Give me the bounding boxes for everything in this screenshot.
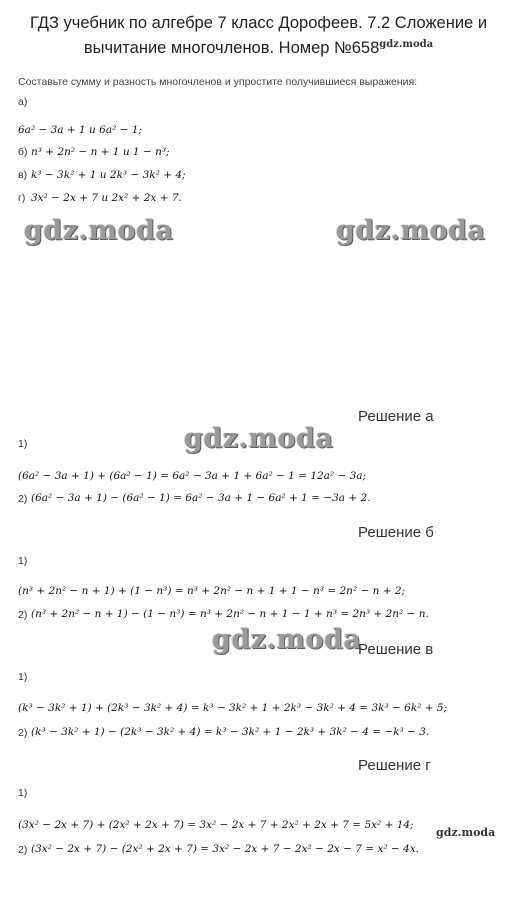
solution-v-step-1-label: 1): [18, 671, 28, 683]
solution-g-step-1-label: 1): [18, 787, 28, 799]
title-watermark-badge: gdz.moda: [379, 39, 434, 50]
page-title-line-2: [0, 34, 517, 59]
solution-g-line-2: (3x² − 2x + 7) − (2x² + 2x + 7) = 3x² − 2x + 7 − 2x² − 2x − 7 = x² − 4x.: [31, 843, 419, 855]
solution-b-heading: Решение б: [358, 524, 434, 541]
solution-b-step-1-label: 1): [18, 555, 28, 567]
task-item-a-expr: 6a² − 3a + 1 и 6a² − 1;: [18, 124, 142, 136]
task-prompt: Составьте сумму и разность многочленов и упростите получившиеся выражения:: [18, 76, 418, 88]
task-item-g-label: г): [18, 192, 26, 204]
solution-b-line-2: (n³ + 2n² − n + 1) − (1 − n³) = n³ + 2n² − n + 1 − 1 + n³ = 2n³ + 2n² − n.: [31, 608, 429, 620]
solution-v-heading: Решение в: [358, 641, 434, 658]
solution-b-line-2-label: 2): [18, 609, 28, 621]
task-item-v-label: в): [18, 169, 28, 181]
watermark-right: gdz.moda: [336, 215, 486, 246]
task-item-g-expr: 3x² − 2x + 7 и 2x² + 2x + 7.: [31, 192, 182, 204]
solution-a-line-2-label: 2): [18, 493, 28, 505]
solution-v-line-2-label: 2): [18, 727, 28, 739]
solution-b-line-1: (n³ + 2n² − n + 1) + (1 − n³) = n³ + 2n² − n + 1 + 1 − n³ = 2n² − n + 2;: [18, 585, 406, 597]
solution-g-line-2-label: 2): [18, 844, 28, 856]
solution-a-line-1: (6a² − 3a + 1) + (6a² − 1) = 6a² − 3a + 1 + 6a² − 1 = 12a² − 3a;: [18, 470, 367, 482]
solution-a-line-2: (6a² − 3a + 1) − (6a² − 1) = 6a² − 3a + 1 − 6a² + 1 = −3a + 2.: [31, 492, 371, 504]
watermark-left: gdz.moda: [24, 215, 174, 246]
solution-v-line-2: (k³ − 3k² + 1) − (2k³ − 3k² + 4) = k³ − 3k² + 1 − 2k³ + 3k² − 4 = −k³ − 3.: [31, 726, 430, 738]
watermark-solution-g: gdz.moda: [436, 826, 496, 839]
task-item-a-label: а): [18, 96, 28, 108]
watermark-solution-a: gdz.moda: [184, 423, 334, 454]
solution-g-line-1: (3x² − 2x + 7) + (2x² + 2x + 7) = 3x² − 2x + 7 + 2x² + 2x + 7 = 5x² + 14;: [18, 819, 414, 831]
solution-a-step-1-label: 1): [18, 438, 28, 450]
page-title: [0, 12, 517, 59]
page-title-line-2-text: вычитание многочленов. Номер №658: [83, 39, 380, 57]
page-title-line-1: ГДЗ учебник по алгебре 7 класс Дорофеев. 7.2 Сложение и: [29, 14, 488, 32]
watermark-solution-v: gdz.moda: [212, 624, 362, 655]
task-item-b-expr: n³ + 2n² − n + 1 и 1 − n³;: [31, 146, 170, 158]
solution-g-heading: Решение г: [358, 757, 431, 774]
solution-v-line-1: (k³ − 3k² + 1) + (2k³ − 3k² + 4) = k³ − 3k² + 1 + 2k³ − 3k² + 4 = 3k³ − 6k² + 5;: [18, 702, 448, 714]
task-item-v-expr: k³ − 3k² + 1 и 2k³ − 3k² + 4;: [31, 169, 186, 181]
solution-a-heading: Решение а: [358, 408, 434, 425]
task-item-b-label: б): [18, 146, 28, 158]
